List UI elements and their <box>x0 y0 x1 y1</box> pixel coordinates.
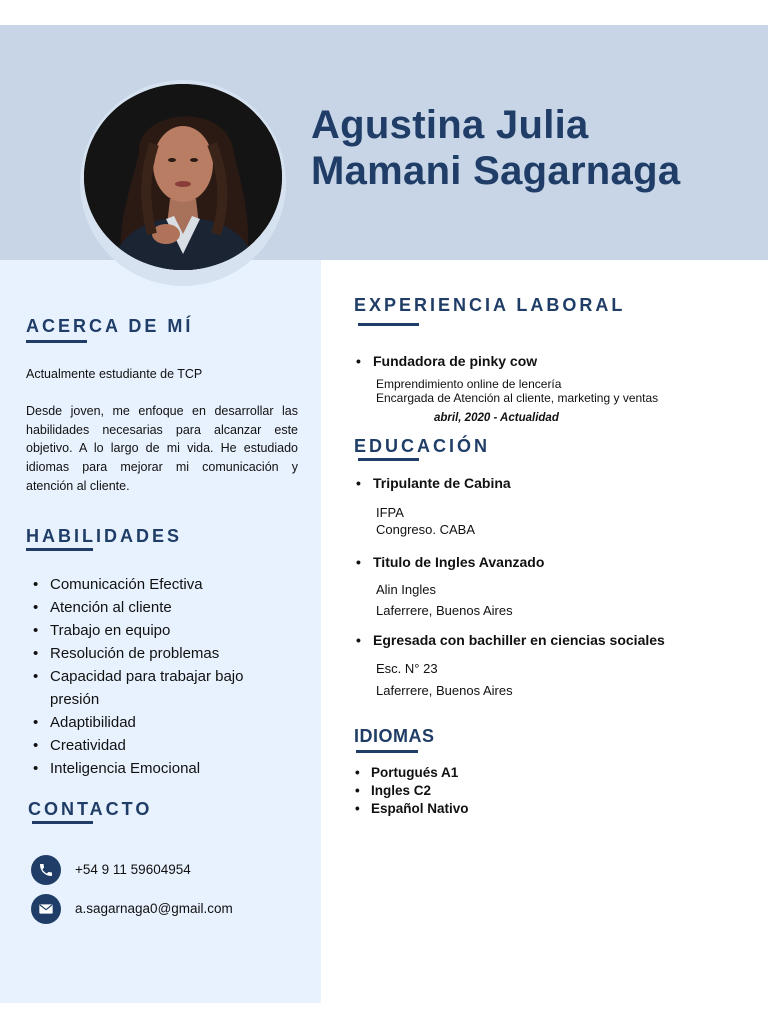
about-title: ACERCA DE MÍ <box>26 316 194 336</box>
experience-role: • Fundadora de pinky cow <box>356 353 538 369</box>
education-item-title: • Egresada con bachiller en ciencias sociales <box>356 632 665 648</box>
name-line-1: Agustina Julia <box>311 103 589 147</box>
languages-list <box>355 764 469 818</box>
full-name <box>311 102 680 194</box>
experience-line-2: Encargada de Atención al cliente, marketing y ventas <box>376 391 659 405</box>
skill-item: • Capacidad para trabajar bajo presión <box>26 665 286 711</box>
mail-icon <box>31 894 61 924</box>
language-item: • Español Nativo <box>355 800 469 818</box>
education-item-title: • Tripulante de Cabina <box>356 475 511 491</box>
phone-icon <box>31 855 61 885</box>
skill-item: • Resolución de problemas <box>26 642 286 665</box>
experience-underline <box>358 323 419 326</box>
profile-photo <box>84 84 282 270</box>
education-item-line: IFPA <box>376 505 404 520</box>
education-underline <box>358 458 419 461</box>
experience-title: EXPERIENCIA LABORAL <box>354 295 626 315</box>
skill-item: • Adaptibilidad <box>26 711 286 734</box>
skill-item: • Atención al cliente <box>26 596 286 619</box>
education-item-line: Esc. N° 23 <box>376 661 438 676</box>
education-item-line: Laferrere, Buenos Aires <box>376 603 513 618</box>
experience-line-1: Emprendimiento online de lencería <box>376 377 562 391</box>
name-line-2: Mamani Sagarnaga <box>311 149 681 193</box>
contact-title: CONTACTO <box>28 799 153 819</box>
education-item-line: Alin Ingles <box>376 582 436 597</box>
about-paragraph: Desde joven, me enfoque en desarrollar las habilidades necesarias para alcanzar este objetivo. A lo largo de mi vida. He estudiado idiomas para mejorar mi comunicación y atención al cliente. <box>26 404 298 493</box>
about-line: Actualmente estudiante de TCP <box>26 367 203 381</box>
language-item: • Ingles C2 <box>355 782 469 800</box>
education-item-title: • Titulo de Ingles Avanzado <box>356 554 545 570</box>
education-item-line: Laferrere, Buenos Aires <box>376 683 513 698</box>
skills-title: HABILIDADES <box>26 526 183 546</box>
phone-number: +54 9 11 59604954 <box>75 862 191 877</box>
email-address: a.sagarnaga0@gmail.com <box>75 901 233 916</box>
contact-underline <box>32 821 93 824</box>
skill-item: • Trabajo en equipo <box>26 619 286 642</box>
languages-title: IDIOMAS <box>354 726 435 746</box>
about-underline <box>26 340 87 343</box>
skill-item: • Inteligencia Emocional <box>26 757 286 780</box>
education-item-line: Congreso. CABA <box>376 522 475 537</box>
skills-list <box>26 573 286 780</box>
education-title: EDUCACIÓN <box>354 436 491 456</box>
skill-item: • Creatividad <box>26 734 286 757</box>
skills-underline <box>26 548 93 551</box>
skill-item: • Comunicación Efectiva <box>26 573 286 596</box>
experience-date: abril, 2020 - Actualidad <box>434 412 559 424</box>
language-item: • Portugués A1 <box>355 764 469 782</box>
languages-underline <box>356 750 418 753</box>
